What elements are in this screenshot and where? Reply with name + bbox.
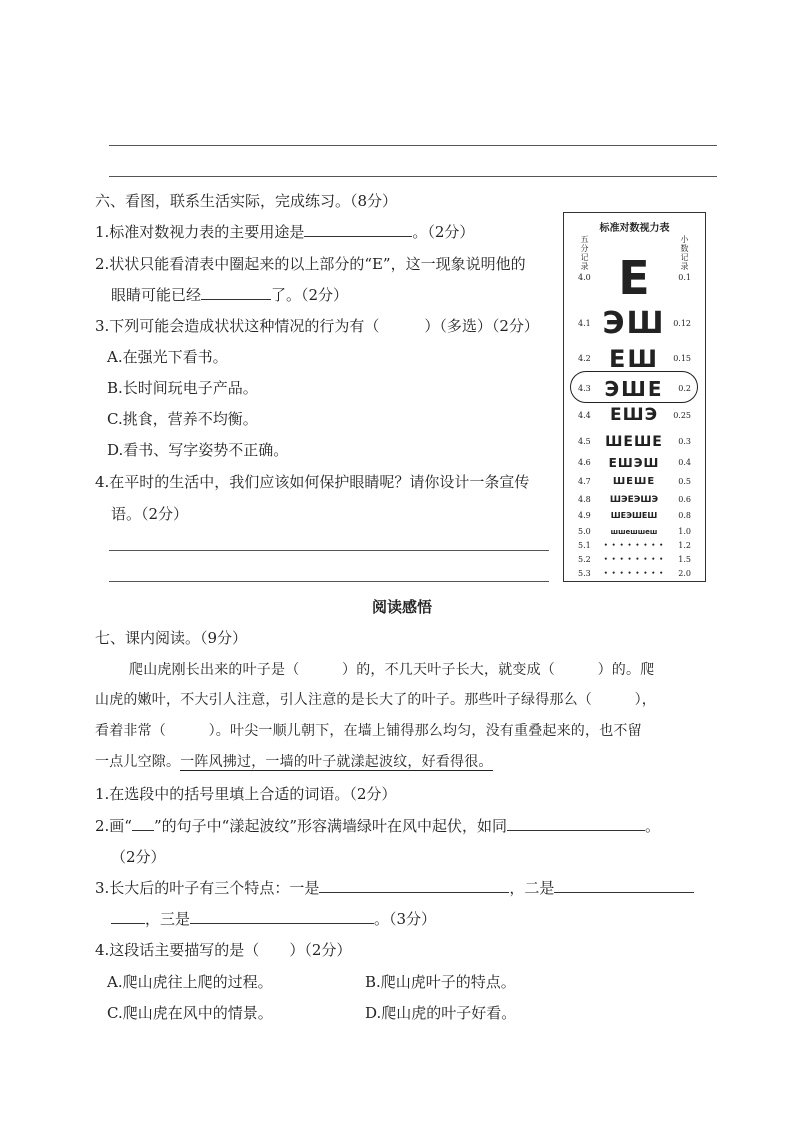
optotype-row: ЕШЭШ [608,456,660,470]
five-point-value: 4.6 [578,458,591,467]
optotype-row: • • • • • • • • [603,542,665,549]
five-point-value: 4.0 [578,273,591,282]
answer-line[interactable] [109,581,549,582]
option-a: A.在强光下看书。 [107,348,228,366]
underlined-sentence: 一阵风拂过，一墙的叶子就漾起波纹，好看得很。 [180,754,493,770]
answer-line[interactable] [109,145,717,146]
five-point-value: 4.8 [578,495,591,504]
passage-line [95,752,493,772]
passage-text: 一点儿空隙。 [95,754,181,770]
answer-blank[interactable] [111,909,145,924]
five-point-value: 5.1 [578,541,591,550]
question-7-3 [95,878,694,898]
option-b: B.长时间玩电子产品。 [107,379,258,397]
option-d: D.爬山虎的叶子好看。 [365,1004,517,1022]
question-text: 眼睛可能已经 [111,286,202,304]
question-7-1: 1.在选段中的括号里填上合适的词语。（2分） [95,785,397,803]
five-point-value: 5.2 [578,555,591,564]
decimal-value: 0.5 [678,477,691,486]
option-c: C.爬山虎在风中的情景。 [107,1004,273,1022]
optotype-row: ЕШ [608,345,660,373]
question-6-4: 4.在平时的生活中，我们应该如何保护眼睛呢？请你设计一条宣传 [95,473,530,491]
optotype-row: ЭШЕ [604,377,664,401]
question-6-4-cont: 语。（2分） [111,505,189,523]
decimal-value: 0.4 [678,458,691,467]
optotype-row: ШЕШЕ [605,434,663,450]
question-text: 3.长大后的叶子有三个特点：一是 [95,879,320,897]
section-6-title: 六、看图，联系生活实际，完成练习。（8分） [95,192,398,210]
question-text: 了。（2分） [271,286,349,304]
passage-line: 山虎的嫩叶，不大引人注意，引人注意的是长大了的叶子。那些叶子绿得那么（ ）， [95,692,656,708]
question-7-2-score: （2分） [111,848,166,866]
optotype-row: ШЭЕЭШЭ [609,495,659,505]
five-point-value: 4.7 [578,477,591,486]
eye-chart [563,212,706,582]
optotype-row: ШЕШЕ [612,476,656,487]
option-b: B.爬山虎叶子的特点。 [365,973,516,991]
eye-chart-title: 标准对数视力表 [599,223,670,234]
question-score: 。（2分） [412,223,475,241]
question-text: ，三是 [145,910,191,928]
answer-blank[interactable] [507,816,645,831]
question-6-2-cont [111,285,348,305]
decimal-value: 2.0 [678,569,691,578]
question-text: 。 [645,817,661,835]
section-7-title: 七、课内阅读。（9分） [95,629,248,647]
answer-blank[interactable] [190,909,374,924]
answer-blank[interactable] [304,222,412,237]
question-text: 。（3分） [374,910,437,928]
question-7-2 [95,816,660,836]
question-6-3: 3.下列可能会造成状状这种情况的行为有（ ）（多选）（2分） [95,317,539,335]
decimal-value: 1.5 [678,555,691,564]
passage-line: 看着非常（ ）。叶尖一顺儿朝下，在墙上铺得那么均匀，没有重叠起来的，也不留 [95,723,642,739]
question-7-3-cont [111,909,436,929]
decimal-value: 0.1 [678,273,691,282]
question-7-4: 4.这段话主要描写的是（ ）（2分） [95,941,352,959]
decimal-value: 0.25 [673,410,691,420]
five-point-value: 4.5 [578,437,591,446]
section-heading: 阅读感悟 [372,598,433,616]
optotype-row: E [618,251,650,305]
underline-mark [132,817,154,831]
option-a: A.爬山虎往上爬的过程。 [107,973,273,991]
decimal-value: 0.2 [678,384,691,393]
decimal-value: 1.2 [678,541,691,550]
answer-line[interactable] [109,550,549,551]
decimal-value: 0.8 [678,511,691,520]
decimal-value: 1.0 [678,527,691,536]
decimal-value: 0.6 [678,495,691,504]
five-point-value: 4.9 [578,511,591,520]
passage-line: 爬山虎刚长出来的叶子是（ ）的，不几天叶子长大，就变成（ ）的。爬 [129,662,655,678]
question-text: 1.标准对数视力表的主要用途是 [95,223,305,241]
option-c: C.挑食，营养不均衡。 [107,410,258,428]
left-header: 五分记录 [580,235,589,271]
decimal-value: 0.3 [678,437,691,446]
answer-blank[interactable] [554,878,694,893]
five-point-value: 4.3 [578,384,591,393]
question-6-2: 2.状状只能看清表中圈起来的以上部分的“E”，这一现象说明他的 [95,255,526,273]
optotype-row: ЭШ [602,306,666,341]
question-text: ，二是 [509,879,555,897]
five-point-value: 5.0 [578,527,591,536]
optotype-row: шшешшеш [610,528,658,536]
question-6-1 [95,222,474,242]
option-d: D.看书、写字姿势不正确。 [107,441,289,459]
question-text: ”的句子中“漾起波纹”形容满墙绿叶在风中起伏，如同 [153,817,507,835]
answer-blank[interactable] [319,878,509,893]
five-point-value: 5.3 [578,569,591,578]
optotype-row: • • • • • • • • [603,570,665,577]
answer-line[interactable] [109,176,717,177]
optotype-row: ШЕЭШЕШ [610,511,658,520]
decimal-value: 0.15 [673,354,691,363]
right-header: 小数记录 [680,235,689,271]
decimal-value: 0.12 [673,319,691,328]
question-text: 2.画“ [95,817,132,835]
five-point-value: 4.2 [578,354,591,363]
optotype-row: ЕШЭ [609,405,659,425]
optotype-row: • • • • • • • • [603,556,665,563]
five-point-value: 4.1 [578,319,591,328]
answer-blank[interactable] [201,285,271,300]
five-point-value: 4.4 [578,410,591,420]
